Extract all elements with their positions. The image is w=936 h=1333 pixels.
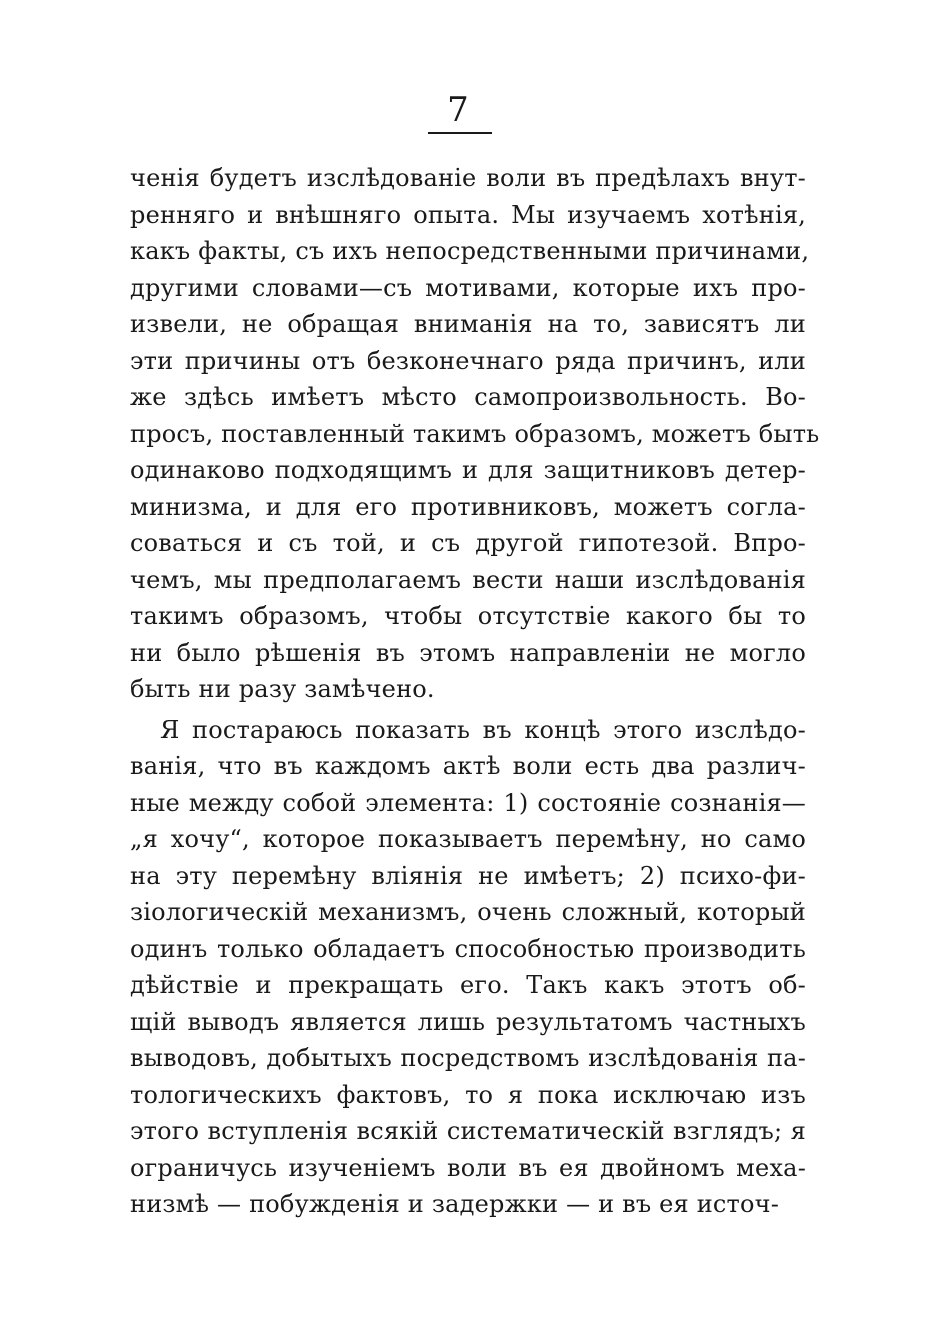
text-line: этого вступленія всякій систематическій взглядъ; я <box>130 1117 806 1145</box>
text-line: же здѣсь имѣетъ мѣсто самопроизвольность. Во- <box>130 383 806 411</box>
page-number: 7 <box>447 90 469 130</box>
text-line: выводовъ, добытыхъ посредствомъ изслѣдованія па- <box>130 1044 806 1072</box>
text-line: просъ, поставленный такимъ образомъ, можетъ быть <box>130 419 820 448</box>
text-line: зіологическій механизмъ, очень сложный, который <box>130 898 806 926</box>
text-line: чемъ, мы предполагаемъ вести наши изслѣдованія <box>130 565 806 594</box>
text-line: эти причины отъ безконечнаго ряда причинъ, или <box>130 346 806 375</box>
text-line: ванія, что въ каждомъ актѣ воли есть два различ- <box>130 752 806 780</box>
page-number-rule <box>428 132 492 134</box>
text-line: щій выводъ является лишь результатомъ частныхъ <box>130 1007 806 1036</box>
text-line: такимъ образомъ, чтобы отсутствіе какого бы то <box>130 602 806 630</box>
text-line: дѣйствіе и прекращать его. Такъ какъ этотъ об- <box>130 971 806 999</box>
paragraph-2 <box>130 712 806 1223</box>
text-line: ные между собой элемента: 1) состояніе сознанія— <box>130 788 806 817</box>
text-line: ренняго и внѣшняго опыта. Мы изучаемъ хотѣнія, <box>130 200 806 229</box>
text-line: на эту перемѣну вліянія не имѣетъ; 2) психо-фи- <box>130 861 806 890</box>
text-line: соваться и съ той, и съ другой гипотезой. Впро- <box>130 529 806 557</box>
text-line: одинаково подходящимъ и для защитниковъ детер- <box>130 456 806 484</box>
text-line: извели, не обращая вниманія на то, зависятъ ли <box>130 310 806 338</box>
text-line: Я постараюсь показать въ концѣ этого изслѣдо- <box>160 715 806 744</box>
text-line: другими словами—съ мотивами, которые ихъ про- <box>130 273 806 302</box>
text-line: низмѣ — побужденія и задержки — и въ ея источ- <box>130 1190 780 1218</box>
text-line: минизма, и для его противниковъ, можетъ согла- <box>130 492 806 521</box>
body-text <box>130 160 820 1223</box>
text-line: одинъ только обладаетъ способностью производить <box>130 934 806 963</box>
paragraph-1 <box>130 160 820 708</box>
text-line: ограничусь изученіемъ воли въ ея двойномъ меха- <box>130 1153 806 1182</box>
text-line: ни было рѣшенія въ этомъ направленіи не могло <box>130 638 806 667</box>
text-line: „я хочу“, которое показываетъ перемѣну, но само <box>130 825 806 853</box>
text-line: какъ факты, съ ихъ непосредственными причинами, <box>130 237 810 265</box>
text-line: тологическихъ фактовъ, то я пока исключаю изъ <box>130 1080 806 1109</box>
text-line: быть ни разу замѣчено. <box>130 675 435 703</box>
text-line: ченія будетъ изслѣдованіе воли въ предѣлахъ внут- <box>130 164 806 192</box>
